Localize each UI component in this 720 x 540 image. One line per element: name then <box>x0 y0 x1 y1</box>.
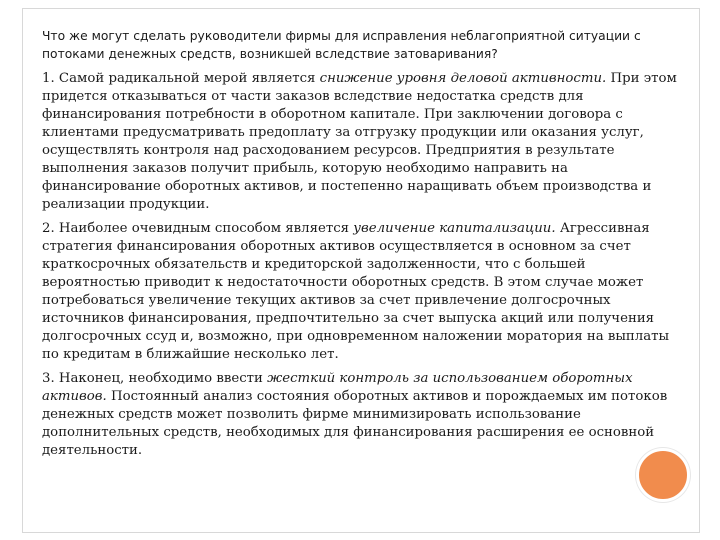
paragraph-2-rest: Агрессивная стратегия финансирования оборотных активов осуществляется в основном за счет краткосрочных обязательств и кредиторской задолженности, что с большей вероятностью приводит к недостаточности оборотных средств. В этом случае может потребоваться увеличение текущих активов за счет привлечение долгосрочных источников финансирования, предпочтительно за счет выпуска акций или получения долгосрочных ссуд и, возможно, при одновременном наложении моратория на выплаты по кредитам в ближайшие несколько лет. <box>42 221 670 362</box>
paragraph-1-lead: 1. Самой радикальной мерой является <box>42 71 320 86</box>
paragraph-1-rest: При этом придется отказываться от части заказов вследствие недостатка средств для финансирования потребности в оборотном капитале. При заключении договора с клиентами предусматривать предоплату за отгрузку продукции или оказания услуг, осуществлять контроля над расходованием ресурсов. Предприятия в результате выполнения заказов получит прибыль, которую необходимо направить на финансирование оборотных активов, и постепенно наращивать объем производства и реализации продукции. <box>42 71 677 212</box>
decorative-orange-circle <box>636 448 690 502</box>
paragraph-3-rest: Постоянный анализ состояния оборотных активов и порождаемых им потоков денежных средств может позволить фирме минимизировать использование дополнительных средств, необходимых для финансирования расширения ее основной деятельности. <box>42 389 668 458</box>
paragraph-3-emphasis: жесткий контроль за использованием оборотных активов. <box>42 371 633 404</box>
paragraph-2-emphasis: увеличение капитализации. <box>353 221 556 236</box>
paragraph-3-lead: 3. Наконец, необходимо ввести <box>42 371 268 386</box>
paragraph-2-lead: 2. Наиболее очевидным способом является <box>42 221 354 236</box>
paragraph-1-emphasis: снижение уровня деловой активности. <box>319 71 607 86</box>
slide-text-body <box>42 27 682 466</box>
paragraph-3 <box>42 370 682 460</box>
paragraph-1 <box>42 70 682 214</box>
paragraph-2 <box>42 220 682 364</box>
intro-question: Что же могут сделать руководители фирмы для исправления неблагоприятной ситуации с потоками денежных средств, возникшей вследствие затоваривания? <box>42 29 641 61</box>
